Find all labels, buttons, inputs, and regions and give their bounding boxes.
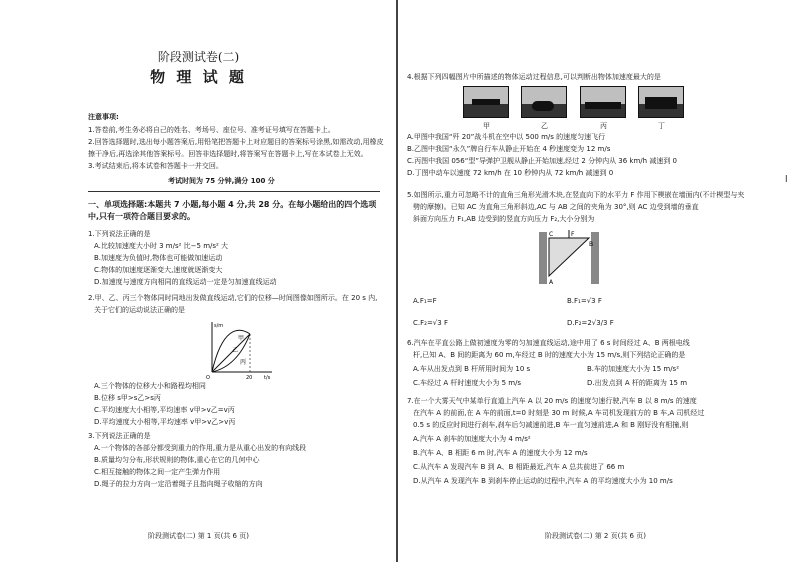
question-5-cont2: 斜面方向压力 F₁,AB 边受到的竖直方向压力 F₂,大小分别为 [413,215,595,223]
q3-option-b: B.质量均匀分布,形状规则的物体,重心在它的几何中心 [94,456,260,464]
q1-option-c: C.物体的加速度逐渐变大,速度就逐渐变大 [94,266,223,274]
section-heading-cont: 中,只有一项符合题目要求的。 [88,212,196,221]
wedge-figure [537,228,605,286]
question-2-cont: 关于它们的运动说法正确的是 [94,306,185,314]
q4-option-d: D.丁图中动车以速度 72 km/h 在 10 秒钟内从 72 km/h 减速到 0 [407,169,614,177]
q7-option-a: A.汽车 A 刹车的加速度大小为 4 m/s² [413,435,531,443]
q7-option-c: C.从汽车 A 发现汽车 B 到 A、B 相距最近,汽车 A 总共前进了 66 m [413,463,625,471]
graph-label-bing: 丙 [240,359,247,366]
page-footer: 阶段测试卷(二) 第 2 页(共 6 页) [545,532,646,540]
caption-yi: 乙 [541,122,548,130]
notice-line: 1.答卷前,考生务必将自己的姓名、考场号、座位号、准考证号填写在答题卡上。 [88,126,335,134]
exam-title: 阶段测试卷(二) [157,50,240,64]
question-7-cont: 在汽车 A 的前面,在 A 车的前面,t=0 时刻是 30 m 时候,A 车司机发现前方的 B 车,A 司机经过 [413,409,705,417]
q6-option-a: A.车从出发点到 B 杆所用时间为 10 s [413,365,531,373]
q6-option-c: C.车经过 A 杆时速度大小为 5 m/s [413,379,522,387]
photo-ding [638,86,684,118]
page-footer: 阶段测试卷(二) 第 1 页(共 6 页) [148,532,249,540]
notice-line: 2.回答选择题时,选出每小题答案后,用铅笔把答题卡上对应题目的答案标号涂黑,如需改动,用橡皮 [88,138,384,146]
question-5-cont: 劈的摩擦)。已知 AC 为直角三角形斜边,AC 与 AB 之间的夹角为 30°,则 AC 边受到墙的垂直 [413,203,699,211]
subject-title: 物 理 试 题 [150,68,247,86]
caption-jia: 甲 [483,122,490,130]
graph-xlabel: t/s [264,375,271,380]
caption-ding: 丁 [658,122,665,130]
right-page [397,0,794,562]
wall [539,232,547,284]
label-a: A [549,279,554,286]
q5-option-d: D.F₂=2√3/3 F [567,319,614,327]
label-b: B [589,241,594,248]
wedge [549,238,589,276]
exam-time: 考试时间为 75 分钟,满分 100 分 [168,177,275,185]
q1-option-d: D.加速度与速度方向相同的直线运动一定是匀加速直线运动 [94,278,277,286]
question-2: 2.甲、乙、丙三个物体同时同地出发做直线运动,它们的位移—时间图像如图所示。在 20 s 内, [88,294,378,302]
wall [591,232,599,284]
q4-option-a: A.甲图中我国“歼 20”战斗机在空中以 500 m/s 的速度匀速飞行 [407,133,606,141]
q1-option-b: B.加速度为负值时,物体也可能做加速运动 [94,254,223,262]
question-4: 4.根据下列四幅图片中所描述的物体运动过程信息,可以判断出物体加速度最大的是 [407,73,661,81]
q2-option-a: A.三个物体的位移大小和路程均相同 [94,382,206,390]
question-7: 7.在一个大雾天气中某单行直道上汽车 A 以 20 m/s 的速度匀速行驶,汽车 B 以 8 m/s 的速度 [407,397,697,405]
q5-option-a: A.F₁=F [413,297,437,305]
question-6: 6.汽车在平直公路上做初速度为零的匀加速直线运动,途中用了 6 s 时间经过 A、B 两根电线 [407,339,690,347]
q2-option-b: B.位移 s甲>s乙>s丙 [94,394,161,402]
photo-bing [580,86,626,118]
q3-option-c: C.相互接触的物体之间一定产生弹力作用 [94,468,221,476]
displacement-time-graph [200,318,280,380]
q1-option-a: A.比较加速度大小时 3 m/s² 比−5 m/s² 大 [94,242,229,250]
q4-option-b: B.乙图中我国“永久”牌自行车从静止开始在 4 秒速度变为 12 m/s [407,145,611,153]
question-7-cont2: 0.5 s 的反应时间进行刹车,刹车后匀减速前进,B 车一直匀速前进,A 和 B 刚好没有相撞,则 [413,421,689,429]
q7-option-b: B.汽车 A、B 相距 6 m 时,汽车 A 的速度大小为 12 m/s [413,449,588,457]
q5-option-b: B.F₁=√3 F [567,297,602,305]
photo-yi [521,86,567,118]
q2-option-d: D.平均速度大小相等,平均速率 v甲>v乙>v丙 [94,418,236,426]
q2-option-c: C.平均速度大小相等,平均速率 v甲>v乙=v丙 [94,406,235,414]
divider [88,191,380,192]
question-6-cont: 杆,已知 A、B 间的距离为 60 m,车经过 B 时的速度大小为 15 m/s,则下列结论正确的是 [413,351,686,359]
label-f: F [571,231,575,238]
question-3: 3.下列说法正确的是 [88,432,151,440]
q7-option-d: D.从汽车 A 发现汽车 B 到刹车停止运动的过程中,汽车 A 的平均速度大小为 10 m/s [413,477,673,485]
graph-xtick: 20 [246,375,253,380]
q4-option-c: C.丙图中我国 056“型”导弹护卫舰从静止开始加速,经过 2 分钟内从 36 km/h 减速到 0 [407,157,678,165]
graph-label-yi: 乙 [232,347,239,354]
graph-label-jia: 甲 [238,335,245,342]
edge-mark: l [785,175,788,185]
q3-option-d: D.绳子的拉力方向一定沿着绳子且指向绳子收缩的方向 [94,480,263,488]
notice-line: 3.考试结束后,将本试卷和答题卡一并交回。 [88,162,223,170]
notice-line: 擦干净后,再选涂其他答案标号。回答非选择题时,将答案写在答题卡上,写在本试卷上无效。 [88,150,368,158]
section-heading: 一、单项选择题:本题共 7 小题,每小题 4 分,共 28 分。在每小题给出的四个选项 [88,200,377,209]
notice-heading: 注意事项: [88,113,119,121]
q6-option-b: B.车的加速度大小为 15 m/s² [587,365,680,373]
q3-option-a: A.一个物体的各部分都受到重力的作用,重力是从重心出发的有向线段 [94,444,307,452]
caption-bing: 丙 [600,122,607,130]
question-5: 5.如图所示,重力可忽略不计的直角三角形光滑木块,在竖直向下的水平力 F 作用下楔嵌在墙面内(不计楔型与夹 [407,191,745,199]
q6-option-d: D.出发点到 A 杆的距离为 15 m [587,379,688,387]
label-c: C [549,231,554,238]
graph-origin: O [206,375,210,380]
question-1: 1.下列说法正确的是 [88,230,151,238]
photo-jia [463,86,509,118]
q5-option-c: C.F₂=√3 F [413,319,448,327]
graph-ylabel: s/m [214,323,224,329]
